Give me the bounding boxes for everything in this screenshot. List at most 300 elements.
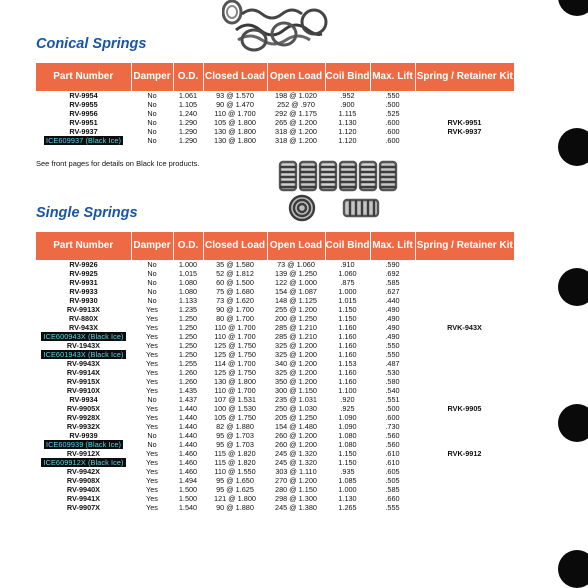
od-cell: 1.105 xyxy=(178,100,198,109)
od-cell: 1.061 xyxy=(178,91,198,100)
kit-cell xyxy=(415,368,514,377)
table-row xyxy=(36,278,514,287)
closed-load-cell: 35 @ 1.580 xyxy=(216,260,254,269)
closed-load-cell: 82 @ 1.880 xyxy=(216,422,254,431)
max-lift-cell: .551 xyxy=(385,395,400,404)
part-number-cell: RV-1943X xyxy=(66,341,101,350)
damper-cell: Yes xyxy=(146,449,158,458)
part-number-cell xyxy=(36,350,131,359)
damper-cell: Yes xyxy=(146,467,158,476)
closed-load-cell: 130 @ 1.800 xyxy=(214,377,256,386)
part-number-cell: RV-9925 xyxy=(69,269,98,278)
od-cell: 1.240 xyxy=(178,109,198,118)
coil-bind-cell: .935 xyxy=(340,467,355,476)
closed-load-cell: 125 @ 1.750 xyxy=(214,368,256,377)
open-load-cell: 260 @ 1.200 xyxy=(275,440,317,449)
max-lift-cell: .600 xyxy=(385,136,400,145)
open-load-cell: 300 @ 1.150 xyxy=(275,386,317,395)
max-lift-cell: .490 xyxy=(385,314,400,323)
coil-bind-cell: .910 xyxy=(340,260,355,269)
closed-load-cell: 110 @ 1.700 xyxy=(214,109,256,118)
coil-bind-cell: 1.120 xyxy=(338,127,357,136)
header-max-lift: Max. Lift xyxy=(370,63,415,91)
damper-cell: No xyxy=(147,287,157,296)
table-row xyxy=(36,136,514,145)
kit-cell xyxy=(415,278,514,287)
od-cell: 1.133 xyxy=(178,296,198,305)
damper-cell: Yes xyxy=(146,404,158,413)
damper-cell: Yes xyxy=(146,350,158,359)
table-row xyxy=(36,368,514,377)
black-ice-part-label: ICE609939 (Black Ice) xyxy=(45,440,122,449)
kit-cell: RVK-9905 xyxy=(447,404,482,413)
part-number-cell: RV-9932X xyxy=(66,422,101,431)
kit-cell xyxy=(415,395,514,404)
od-cell: 1.437 xyxy=(178,395,198,404)
table-body xyxy=(36,260,514,512)
od-cell: 1.440 xyxy=(178,431,198,440)
max-lift-cell: .500 xyxy=(385,100,400,109)
kit-cell: RVK-943X xyxy=(447,323,482,332)
open-load-cell: 255 @ 1.200 xyxy=(275,305,317,314)
table-row xyxy=(36,503,514,512)
binder-hole xyxy=(558,128,588,166)
damper-cell: Yes xyxy=(146,377,158,386)
od-cell: 1.000 xyxy=(178,260,198,269)
od-cell: 1.460 xyxy=(178,467,198,476)
black-ice-part-label: ICE609937 (Black Ice) xyxy=(45,136,122,145)
open-load-cell: 245 @ 1.380 xyxy=(275,503,317,512)
table-row xyxy=(36,127,514,136)
od-cell: 1.290 xyxy=(178,118,198,127)
coil-bind-cell: 1.265 xyxy=(338,503,357,512)
max-lift-cell: .600 xyxy=(385,127,400,136)
kit-cell xyxy=(415,296,514,305)
od-cell: 1.080 xyxy=(178,287,198,296)
coil-bind-cell: .920 xyxy=(340,395,355,404)
part-number-cell: RV-9930 xyxy=(69,296,98,305)
closed-load-cell: 95 @ 1.703 xyxy=(216,431,254,440)
table-row xyxy=(36,260,514,269)
binder-hole xyxy=(558,268,588,306)
table-row xyxy=(36,449,514,458)
coil-bind-cell: 1.160 xyxy=(338,368,357,377)
table-row xyxy=(36,314,514,323)
table-row xyxy=(36,386,514,395)
max-lift-cell: .530 xyxy=(385,368,400,377)
damper-cell: Yes xyxy=(146,359,158,368)
coil-bind-cell: 1.150 xyxy=(338,314,357,323)
damper-cell: Yes xyxy=(146,305,158,314)
header-part-number: Part Number xyxy=(36,63,131,91)
coil-bind-cell: 1.160 xyxy=(338,341,357,350)
coil-bind-cell: 1.085 xyxy=(338,476,357,485)
kit-cell xyxy=(415,341,514,350)
closed-load-cell: 107 @ 1.531 xyxy=(214,395,256,404)
open-load-cell: 265 @ 1.200 xyxy=(275,118,317,127)
max-lift-cell: .660 xyxy=(385,494,400,503)
max-lift-cell: .490 xyxy=(385,323,400,332)
coil-bind-cell: 1.000 xyxy=(338,287,357,296)
od-cell: 1.260 xyxy=(178,377,198,386)
table-row xyxy=(36,359,514,368)
kit-cell: RVK-9912 xyxy=(447,449,482,458)
od-cell: 1.235 xyxy=(178,305,198,314)
coil-bind-cell: 1.060 xyxy=(338,269,357,278)
open-load-cell: 340 @ 1.200 xyxy=(275,359,317,368)
open-load-cell: 325 @ 1.200 xyxy=(275,368,317,377)
kit-cell xyxy=(415,332,514,341)
od-cell: 1.250 xyxy=(178,314,198,323)
closed-load-cell: 105 @ 1.800 xyxy=(214,118,256,127)
damper-cell: No xyxy=(147,395,157,404)
damper-cell: No xyxy=(147,127,157,136)
kit-cell xyxy=(415,359,514,368)
open-load-cell: 350 @ 1.200 xyxy=(275,377,317,386)
closed-load-cell: 95 @ 1.703 xyxy=(216,440,254,449)
max-lift-cell: .555 xyxy=(385,503,400,512)
max-lift-cell: .560 xyxy=(385,440,400,449)
open-load-cell: 250 @ 1.030 xyxy=(275,404,317,413)
header-part-number: Part Number xyxy=(36,232,131,260)
open-load-cell: 235 @ 1.031 xyxy=(275,395,317,404)
od-cell: 1.255 xyxy=(178,359,198,368)
open-load-cell: 73 @ 1.060 xyxy=(277,260,315,269)
damper-cell: Yes xyxy=(146,422,158,431)
table-row xyxy=(36,91,514,100)
table-row xyxy=(36,109,514,118)
max-lift-cell: .490 xyxy=(385,332,400,341)
closed-load-cell: 100 @ 1.530 xyxy=(214,404,256,413)
max-lift-cell: .550 xyxy=(385,341,400,350)
max-lift-cell: .540 xyxy=(385,386,400,395)
closed-load-cell: 121 @ 1.800 xyxy=(214,494,256,503)
section-title-single: Single Springs xyxy=(36,205,138,221)
damper-cell: Yes xyxy=(146,368,158,377)
header-spring-retainer-kit: Spring / Retainer Kit xyxy=(415,63,514,91)
kit-cell xyxy=(415,377,514,386)
od-cell: 1.494 xyxy=(178,476,198,485)
od-cell: 1.500 xyxy=(178,485,198,494)
part-number-cell: RV-9905X xyxy=(66,404,101,413)
kit-cell xyxy=(415,422,514,431)
kit-cell xyxy=(415,100,514,109)
od-cell: 1.460 xyxy=(178,458,198,467)
coil-bind-cell: 1.100 xyxy=(338,386,357,395)
damper-cell: No xyxy=(147,278,157,287)
part-number-cell: RV-9939 xyxy=(69,431,98,440)
open-load-cell: 252 @ .970 xyxy=(277,100,315,109)
open-load-cell: 292 @ 1.175 xyxy=(275,109,317,118)
header-closed-load: Closed Load xyxy=(203,63,267,91)
table-row xyxy=(36,395,514,404)
header-coil-bind: Coil Bind xyxy=(325,63,370,91)
part-number-cell xyxy=(36,136,131,145)
open-load-cell: 285 @ 1.210 xyxy=(275,323,317,332)
coil-bind-cell: 1.120 xyxy=(338,136,357,145)
coil-bind-cell: 1.000 xyxy=(338,485,357,494)
coil-bind-cell: .900 xyxy=(340,100,355,109)
kit-cell xyxy=(415,485,514,494)
coil-bind-cell: 1.150 xyxy=(338,449,357,458)
table-row xyxy=(36,332,514,341)
damper-cell: Yes xyxy=(146,503,158,512)
max-lift-cell: .600 xyxy=(385,413,400,422)
closed-load-cell: 115 @ 1.820 xyxy=(214,458,256,467)
table-row xyxy=(36,422,514,431)
coil-bind-cell: .952 xyxy=(340,91,355,100)
kit-cell: RVK-9951 xyxy=(447,118,482,127)
od-cell: 1.260 xyxy=(178,368,198,377)
closed-load-cell: 73 @ 1.620 xyxy=(216,296,254,305)
coil-bind-cell: 1.160 xyxy=(338,323,357,332)
part-number-cell: RV-9914X xyxy=(66,368,101,377)
damper-cell: Yes xyxy=(146,485,158,494)
max-lift-cell: .550 xyxy=(385,91,400,100)
max-lift-cell: .525 xyxy=(385,109,400,118)
closed-load-cell: 125 @ 1.750 xyxy=(214,350,256,359)
kit-cell xyxy=(415,314,514,323)
open-load-cell: 139 @ 1.250 xyxy=(275,269,317,278)
closed-load-cell: 110 @ 1.700 xyxy=(214,332,256,341)
max-lift-cell: .692 xyxy=(385,269,400,278)
part-number-cell: RV-9908X xyxy=(66,476,101,485)
coil-bind-cell: 1.090 xyxy=(338,422,357,431)
max-lift-cell: .610 xyxy=(385,458,400,467)
closed-load-cell: 90 @ 1.470 xyxy=(216,100,254,109)
open-load-cell: 325 @ 1.200 xyxy=(275,350,317,359)
damper-cell: No xyxy=(147,91,157,100)
kit-cell xyxy=(415,269,514,278)
part-number-cell: RV-9941X xyxy=(66,494,101,503)
closed-load-cell: 105 @ 1.750 xyxy=(214,413,256,422)
table-row xyxy=(36,296,514,305)
od-cell: 1.250 xyxy=(178,341,198,350)
header-od: O.D. xyxy=(173,232,203,260)
open-load-cell: 280 @ 1.150 xyxy=(275,485,317,494)
binder-hole xyxy=(558,404,588,442)
damper-cell: Yes xyxy=(146,413,158,422)
coil-bind-cell: 1.160 xyxy=(338,332,357,341)
damper-cell: Yes xyxy=(146,476,158,485)
table-body xyxy=(36,91,514,145)
header-od: O.D. xyxy=(173,63,203,91)
header-open-load: Open Load xyxy=(267,232,325,260)
kit-cell xyxy=(415,458,514,467)
part-number-cell: RV-9931 xyxy=(69,278,98,287)
conical-springs-photo xyxy=(222,0,334,54)
damper-cell: No xyxy=(147,440,157,449)
open-load-cell: 325 @ 1.200 xyxy=(275,341,317,350)
kit-cell xyxy=(415,503,514,512)
table-row xyxy=(36,413,514,422)
part-number-cell: RV-9910X xyxy=(66,386,101,395)
damper-cell: No xyxy=(147,118,157,127)
black-ice-part-label: ICE600943X (Black Ice) xyxy=(43,332,124,341)
coil-bind-cell: 1.090 xyxy=(338,413,357,422)
part-number-cell: RV-9915X xyxy=(66,377,101,386)
table-header-row xyxy=(36,232,514,260)
closed-load-cell: 110 @ 1.550 xyxy=(214,467,256,476)
coil-bind-cell: 1.130 xyxy=(338,118,357,127)
coil-bind-cell: 1.150 xyxy=(338,305,357,314)
table-header-row xyxy=(36,63,514,91)
coil-bind-cell: .925 xyxy=(340,404,355,413)
coil-bind-cell: 1.160 xyxy=(338,350,357,359)
max-lift-cell: .505 xyxy=(385,476,400,485)
part-number-cell: RV-9933 xyxy=(69,287,98,296)
table-row xyxy=(36,467,514,476)
table-row xyxy=(36,494,514,503)
kit-cell xyxy=(415,260,514,269)
header-max-lift: Max. Lift xyxy=(370,232,415,260)
kit-cell xyxy=(415,386,514,395)
od-cell: 1.440 xyxy=(178,422,198,431)
coil-bind-cell: 1.153 xyxy=(338,359,357,368)
part-number-cell: RV-9951 xyxy=(69,118,98,127)
closed-load-cell: 52 @ 1.812 xyxy=(216,269,254,278)
kit-cell xyxy=(415,350,514,359)
header-damper: Damper xyxy=(131,63,173,91)
open-load-cell: 122 @ 1.000 xyxy=(275,278,317,287)
header-damper: Damper xyxy=(131,232,173,260)
damper-cell: Yes xyxy=(146,323,158,332)
coil-bind-cell: 1.015 xyxy=(338,296,357,305)
binder-hole xyxy=(558,550,588,588)
od-cell: 1.440 xyxy=(178,413,198,422)
coil-bind-cell: 1.080 xyxy=(338,440,357,449)
kit-cell xyxy=(415,91,514,100)
part-number-cell: RV-9913X xyxy=(66,305,101,314)
max-lift-cell: .585 xyxy=(385,278,400,287)
open-load-cell: 303 @ 1.110 xyxy=(275,467,317,476)
open-load-cell: 260 @ 1.200 xyxy=(275,431,317,440)
part-number-cell: RV-9934 xyxy=(69,395,98,404)
closed-load-cell: 93 @ 1.570 xyxy=(216,91,254,100)
damper-cell: Yes xyxy=(146,341,158,350)
open-load-cell: 318 @ 1.200 xyxy=(275,127,317,136)
od-cell: 1.290 xyxy=(178,127,198,136)
max-lift-cell: .580 xyxy=(385,377,400,386)
damper-cell: Yes xyxy=(146,332,158,341)
part-number-cell: RV-9912X xyxy=(66,449,101,458)
open-load-cell: 285 @ 1.210 xyxy=(275,332,317,341)
kit-cell xyxy=(415,136,514,145)
od-cell: 1.440 xyxy=(178,440,198,449)
kit-cell xyxy=(415,467,514,476)
open-load-cell: 245 @ 1.320 xyxy=(275,449,317,458)
max-lift-cell: .730 xyxy=(385,422,400,431)
table-row xyxy=(36,287,514,296)
max-lift-cell: .500 xyxy=(385,404,400,413)
od-cell: 1.250 xyxy=(178,350,198,359)
open-load-cell: 154 @ 1.480 xyxy=(275,422,317,431)
od-cell: 1.250 xyxy=(178,332,198,341)
coil-bind-cell: 1.130 xyxy=(338,494,357,503)
table-row xyxy=(36,440,514,449)
damper-cell: Yes xyxy=(146,494,158,503)
closed-load-cell: 95 @ 1.650 xyxy=(216,476,254,485)
closed-load-cell: 110 @ 1.700 xyxy=(214,386,256,395)
open-load-cell: 298 @ 1.300 xyxy=(275,494,317,503)
table-row xyxy=(36,431,514,440)
od-cell: 1.540 xyxy=(178,503,198,512)
damper-cell: No xyxy=(147,136,157,145)
single-springs-photo xyxy=(278,160,402,226)
damper-cell: No xyxy=(147,100,157,109)
od-cell: 1.435 xyxy=(178,386,198,395)
closed-load-cell: 130 @ 1.800 xyxy=(214,127,256,136)
damper-cell: No xyxy=(147,296,157,305)
table-row xyxy=(36,269,514,278)
od-cell: 1.080 xyxy=(178,278,198,287)
header-closed-load: Closed Load xyxy=(203,232,267,260)
max-lift-cell: .560 xyxy=(385,431,400,440)
table-row xyxy=(36,323,514,332)
closed-load-cell: 80 @ 1.700 xyxy=(216,314,254,323)
open-load-cell: 198 @ 1.020 xyxy=(275,91,317,100)
part-number-cell: RV-9928X xyxy=(66,413,101,422)
damper-cell: No xyxy=(147,260,157,269)
header-open-load: Open Load xyxy=(267,63,325,91)
open-load-cell: 245 @ 1.320 xyxy=(275,458,317,467)
max-lift-cell: .550 xyxy=(385,350,400,359)
part-number-cell: RV-880X xyxy=(68,314,99,323)
part-number-cell xyxy=(36,332,131,341)
part-number-cell: RV-9942X xyxy=(66,467,101,476)
open-load-cell: 200 @ 1.250 xyxy=(275,314,317,323)
max-lift-cell: .585 xyxy=(385,485,400,494)
max-lift-cell: .440 xyxy=(385,296,400,305)
kit-cell xyxy=(415,476,514,485)
closed-load-cell: 110 @ 1.700 xyxy=(214,323,256,332)
conical-springs-table xyxy=(36,63,514,145)
table-row xyxy=(36,476,514,485)
table-row xyxy=(36,404,514,413)
table-row xyxy=(36,458,514,467)
table-row xyxy=(36,485,514,494)
max-lift-cell: .487 xyxy=(385,359,400,368)
closed-load-cell: 60 @ 1.500 xyxy=(216,278,254,287)
black-ice-part-label: ICE601943X (Black Ice) xyxy=(43,350,124,359)
table-row xyxy=(36,100,514,109)
closed-load-cell: 90 @ 1.880 xyxy=(216,503,254,512)
part-number-cell: RV-9954 xyxy=(69,91,98,100)
od-cell: 1.460 xyxy=(178,449,198,458)
damper-cell: No xyxy=(147,109,157,118)
section-title-conical: Conical Springs xyxy=(36,36,147,52)
kit-cell xyxy=(415,413,514,422)
damper-cell: No xyxy=(147,269,157,278)
damper-cell: No xyxy=(147,431,157,440)
closed-load-cell: 115 @ 1.820 xyxy=(214,449,256,458)
coil-bind-cell: 1.080 xyxy=(338,431,357,440)
closed-load-cell: 95 @ 1.625 xyxy=(216,485,254,494)
open-load-cell: 205 @ 1.250 xyxy=(275,413,317,422)
max-lift-cell: .490 xyxy=(385,305,400,314)
part-number-cell xyxy=(36,458,131,467)
closed-load-cell: 90 @ 1.700 xyxy=(216,305,254,314)
od-cell: 1.440 xyxy=(178,404,198,413)
black-ice-part-label: ICE609912X (Black Ice) xyxy=(43,458,124,467)
max-lift-cell: .600 xyxy=(385,118,400,127)
part-number-cell: RV-9955 xyxy=(69,100,98,109)
part-number-cell: RV-9907X xyxy=(66,503,101,512)
open-load-cell: 154 @ 1.087 xyxy=(275,287,317,296)
part-number-cell: RV-9956 xyxy=(69,109,98,118)
max-lift-cell: .590 xyxy=(385,260,400,269)
open-load-cell: 148 @ 1.125 xyxy=(275,296,317,305)
